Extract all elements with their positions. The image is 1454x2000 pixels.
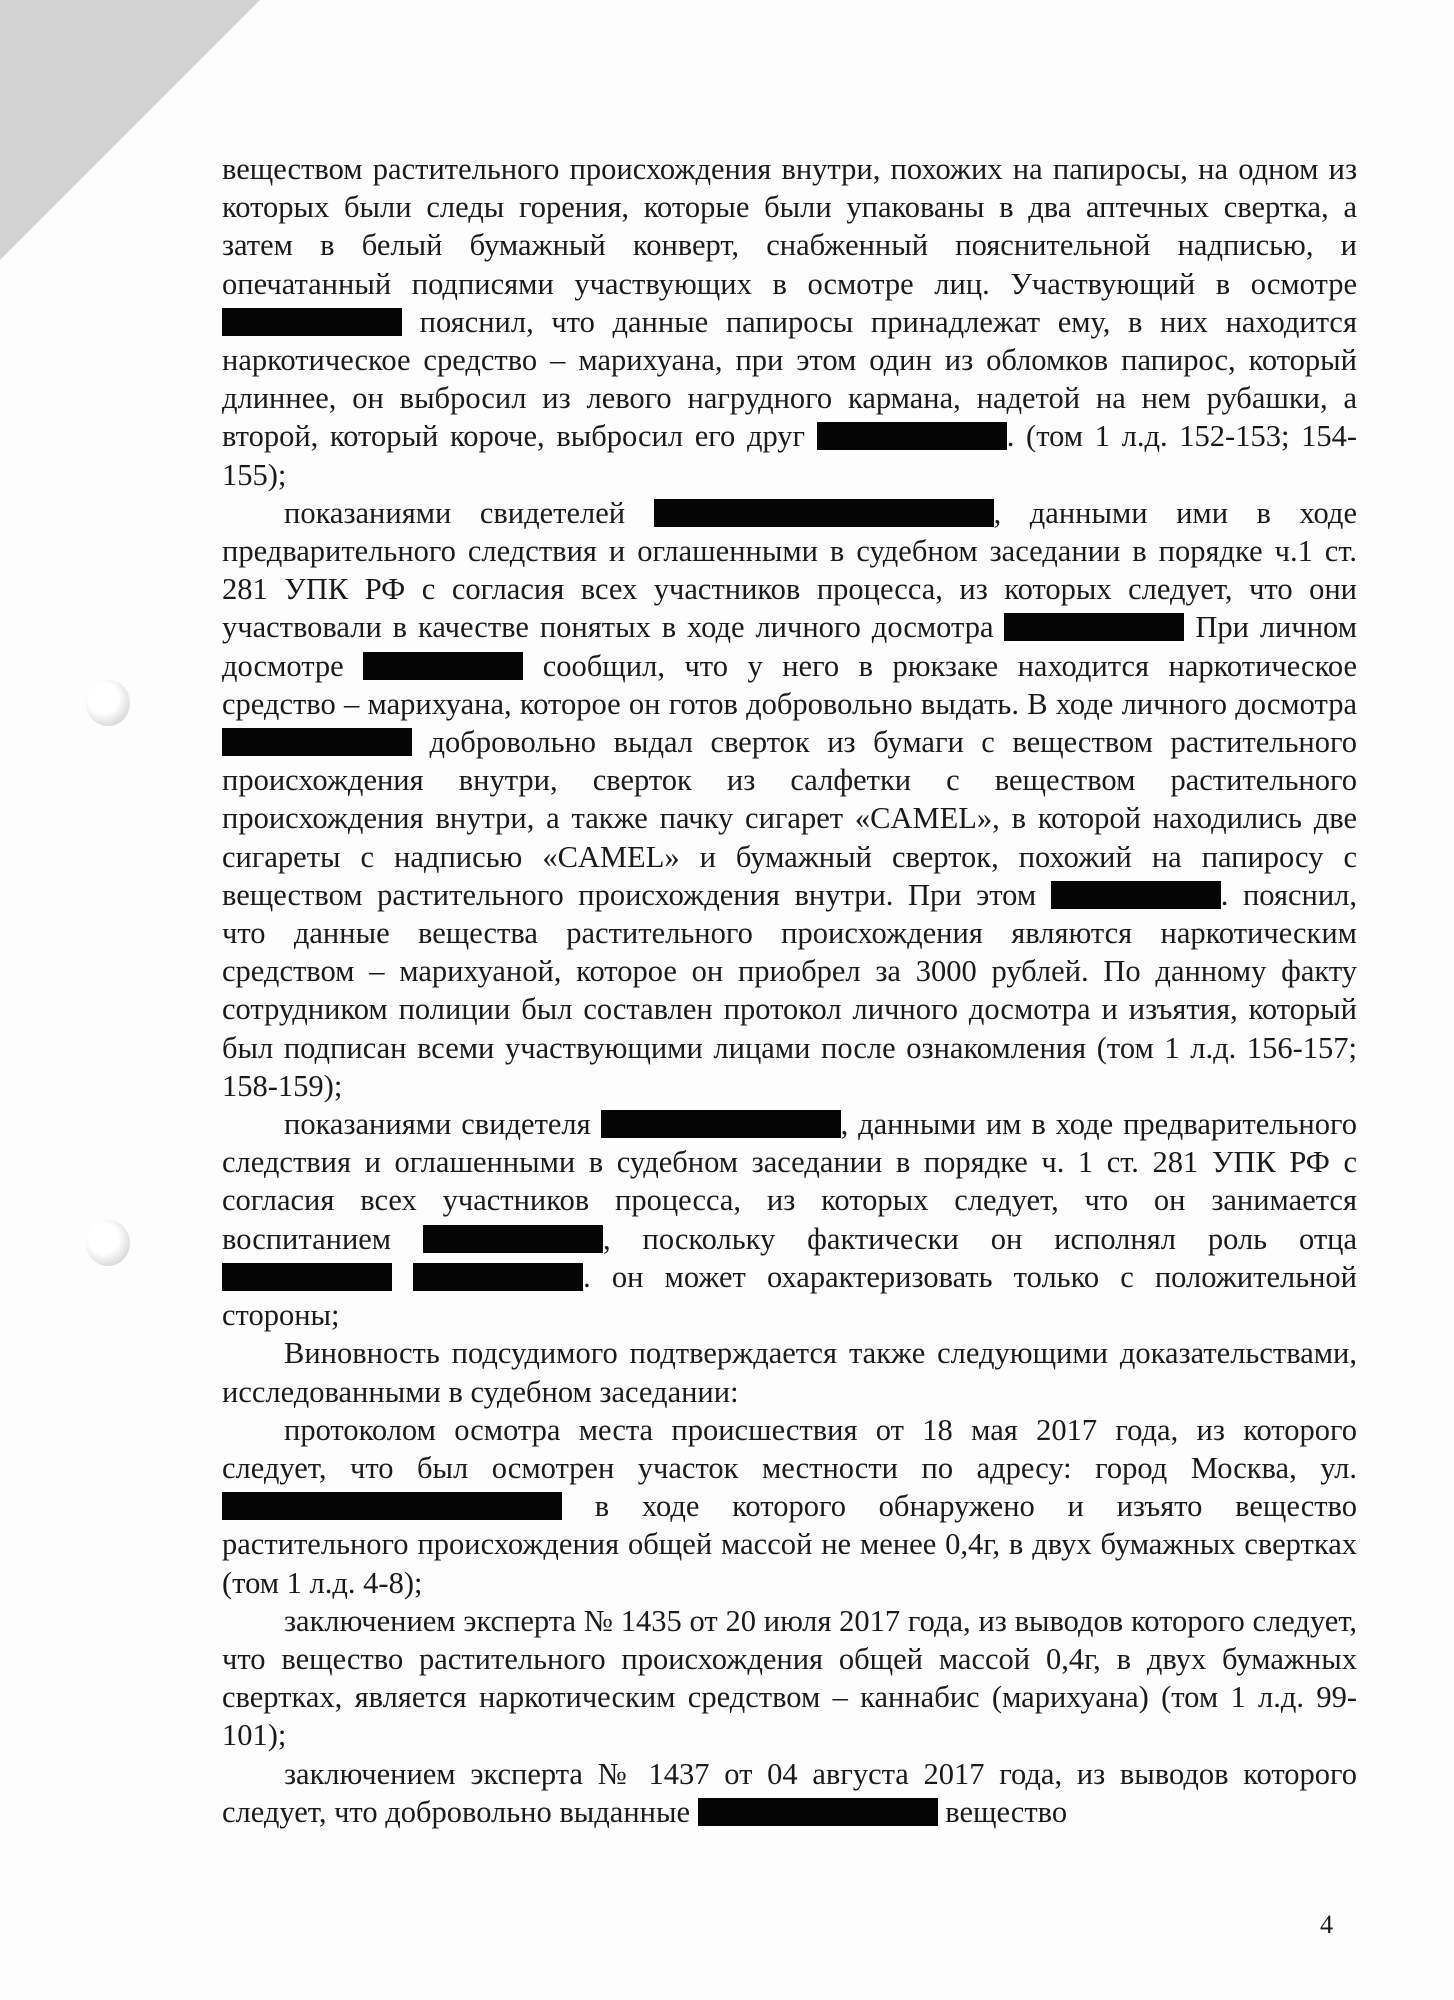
folded-corner (0, 0, 260, 260)
text-segment: . (том 1 л.д. 152-153; 154-155); (222, 419, 1357, 492)
text-segment: протоколом осмотра места происшествия от 18 мая 2017 года, из которого следует, что был осмотрен участок местности по адресу: город Москва, ул. (222, 1412, 1357, 1485)
redaction-box (1051, 881, 1221, 909)
text-segment: , данными ими в ходе предварительного следствия и оглашенными в судебном заседании в порядке ч.1 ст. 281 УПК РФ с согласия всех участников процесса, из которых следует, что они участвовали в качестве понятых в ходе личного досмотра (222, 495, 1357, 645)
text-segment: показаниями свидетеля (284, 1107, 591, 1142)
body-text (222, 150, 1357, 1831)
redaction-box (222, 1263, 392, 1291)
text-segment: . пояснил, что данные вещества растительного происхождения являются наркотическим средством – марихуаной, которое он приобрел за 3000 рублей. По данному факту сотрудником полиции был составлен протокол личного досмотра и изъятия, который был подписан всеми участвующими лицами после ознакомления (том 1 л.д. 156-157; 158-159); (222, 877, 1358, 1103)
text-segment: . он может охарактеризовать только с положительной стороны; (222, 1259, 1358, 1333)
text-segment: в ходе которого обнаружено и изъято вещество растительного происхождения общей массой не менее 0,4г, в двух бумажных свертках (том 1 л.д. 4-8); (222, 1489, 1357, 1600)
redaction-box (1004, 613, 1184, 641)
text-segment: вещество (945, 1794, 1068, 1829)
paragraph-7 (222, 1755, 1357, 1831)
redaction-box (601, 1110, 841, 1138)
paragraph-5 (222, 1411, 1357, 1602)
text-segment: При личном досмотре (222, 610, 1358, 683)
text-segment: сообщил, что у него в рюкзаке находится наркотическое средство – марихуана, которое он готов добровольно выдать. В ходе личного досмотра (222, 648, 1358, 721)
text-segment: , данными им в ходе предварительного следствия и оглашенными в судебном заседании в порядке ч. 1 ст. 281 УПК РФ с согласия всех участников процесса, из которых следует, что он занимается воспитанием (222, 1107, 1357, 1256)
text-segment: , поскольку фактически он исполнял роль отца (603, 1221, 1358, 1256)
redaction-box (413, 1263, 583, 1291)
redaction-box (363, 652, 523, 680)
paragraph-3 (222, 1105, 1357, 1334)
paragraph-1 (222, 150, 1357, 494)
page-number: 4 (1320, 1910, 1333, 1939)
redaction-box (817, 422, 1007, 450)
text-segment: веществом растительного происхождения внутри, похожих на папиросы, на одном из которых были следы горения, которые были упакованы в два аптечных свертка, а затем в белый бумажный конверт, снабженный пояснительной надписью, и опечатанный подписями участвующих в осмотре лиц. Участвующий в осмотре (222, 152, 1357, 301)
paragraph-2 (222, 494, 1357, 1105)
text-segment: заключением эксперта № 1437 от 04 августа 2017 года, из выводов которого следует, что добровольно выданные (222, 1756, 1357, 1829)
text-segment: показаниями свидетелей (284, 495, 626, 530)
redaction-box (222, 728, 412, 756)
redaction-box (222, 308, 402, 336)
redaction-box (423, 1225, 603, 1253)
paragraph-6: заключением эксперта № 1435 от 20 июля 2017 года, из выводов которого следует, что вещество растительного происхождения общей массой 0,4г, в двух бумажных свертках, является наркотическим средством – каннабис (марихуана) (том 1 л.д. 99-101); (222, 1603, 1357, 1753)
redaction-box (222, 1492, 562, 1520)
punch-hole-top (86, 680, 130, 726)
redaction-box (654, 499, 994, 527)
text-segment: пояснил, что данные папиросы принадлежат ему, в них находится наркотическое средство – марихуана, при этом один из обломков папирос, который длиннее, он выбросил из левого нагрудного кармана, надетой на нем рубашки, а второй, который короче, выбросил его друг (222, 304, 1357, 454)
redaction-box (698, 1798, 938, 1826)
paragraph-4: Виновность подсудимого подтверждается также следующими доказательствами, исследованными в судебном заседании: (222, 1336, 1357, 1409)
punch-hole-bottom (86, 1220, 130, 1266)
text-segment: добровольно выдал сверток из бумаги с веществом растительного происхождения внутри, сверток из салфетки с веществом растительного происхождения внутри, а также пачку сигарет «CAMEL», в которой находились две сигареты с надписью «CAMEL» и бумажный сверток, похожий на папиросу с веществом растительного происхождения внутри. При этом (222, 725, 1358, 912)
